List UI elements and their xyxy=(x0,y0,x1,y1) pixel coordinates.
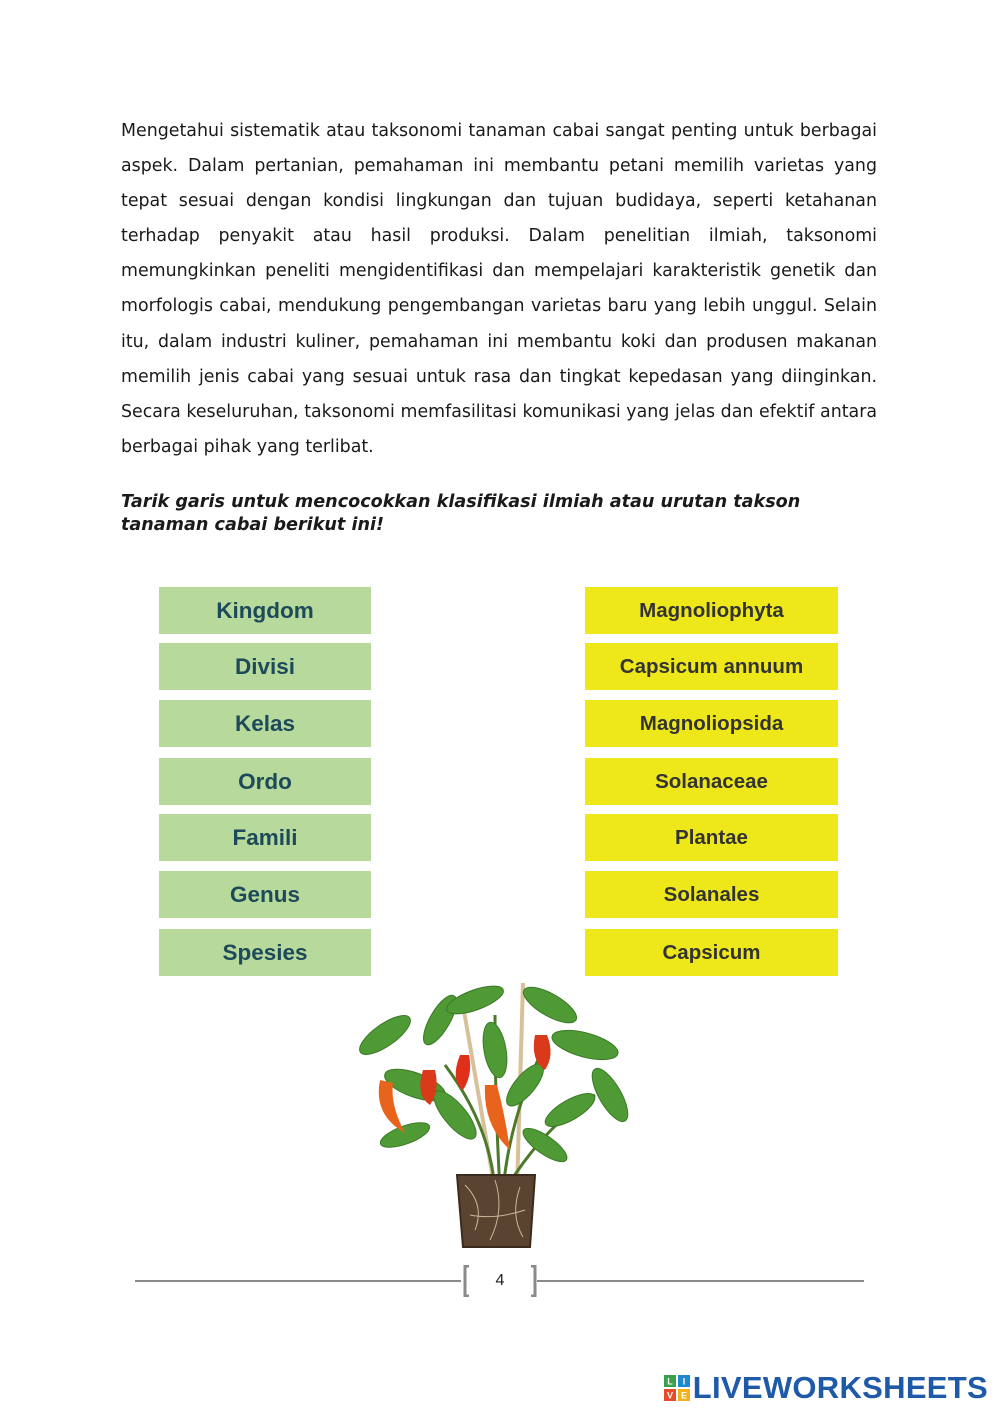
intro-paragraph: Mengetahui sistematik atau taksonomi tanaman cabai sangat penting untuk berbagai aspek. Dalam pertanian, pemahaman ini membantu petani memilih varietas yang tepat sesuai dengan kondisi lingkungan dan tujuan budidaya, seperti ketahanan terhadap penyakit atau hasil produksi. Dalam penelitian ilmiah, taksonomi memungkinkan peneliti mengidentifikasi dan mempelajari karakteristik genetik dan morfologis cabai, mendukung pengembangan varietas baru yang lebih unggul. Selain itu, dalam industri kuliner, pemahaman ini membantu koki dan produsen makanan memilih jenis cabai yang sesuai untuk rasa dan tingkat kepedasan yang diinginkan. Secara keseluruhan, taksonomi memfasilitasi komunikasi yang jelas dan efektif antara berbagai pihak yang terlibat. xyxy=(121,121,877,457)
page-number: 4 xyxy=(495,1272,505,1289)
svg-text:V: V xyxy=(666,1390,673,1401)
logo-text: LIVEWORKSHEETS xyxy=(692,1370,988,1405)
rank-box-famili[interactable]: Famili xyxy=(159,814,371,861)
rank-box-divisi[interactable]: Divisi xyxy=(159,643,371,690)
footer-line-left xyxy=(135,1280,461,1282)
taxon-box-solanales[interactable]: Solanales xyxy=(585,871,838,918)
taxon-box-capsicum-annuum[interactable]: Capsicum annuum xyxy=(585,643,838,690)
instruction-text: Tarik garis untuk mencocokkan klasifikasi ilmiah atau urutan takson tanaman cabai berikut ini! xyxy=(121,492,801,535)
liveworksheets-logo[interactable] xyxy=(664,1372,988,1404)
taxon-box-magnoliopsida[interactable]: Magnoliopsida xyxy=(585,700,838,747)
taxon-box-capsicum[interactable]: Capsicum xyxy=(585,929,838,976)
svg-text:E: E xyxy=(680,1390,687,1401)
taxon-box-solanaceae[interactable]: Solanaceae xyxy=(585,758,838,805)
rank-box-ordo[interactable]: Ordo xyxy=(159,758,371,805)
chili-plant-image xyxy=(345,975,645,1260)
liveworksheets-mark-icon xyxy=(664,1375,690,1401)
rank-box-kingdom[interactable]: Kingdom xyxy=(159,587,371,634)
taxon-box-magnoliophyta[interactable]: Magnoliophyta xyxy=(585,587,838,634)
footer-line-right xyxy=(537,1280,864,1282)
rank-box-kelas[interactable]: Kelas xyxy=(159,700,371,747)
rank-box-genus[interactable]: Genus xyxy=(159,871,371,918)
taxon-box-plantae[interactable]: Plantae xyxy=(585,814,838,861)
rank-box-spesies[interactable]: Spesies xyxy=(159,929,371,976)
svg-text:L: L xyxy=(666,1376,673,1387)
svg-text:I: I xyxy=(682,1376,685,1387)
